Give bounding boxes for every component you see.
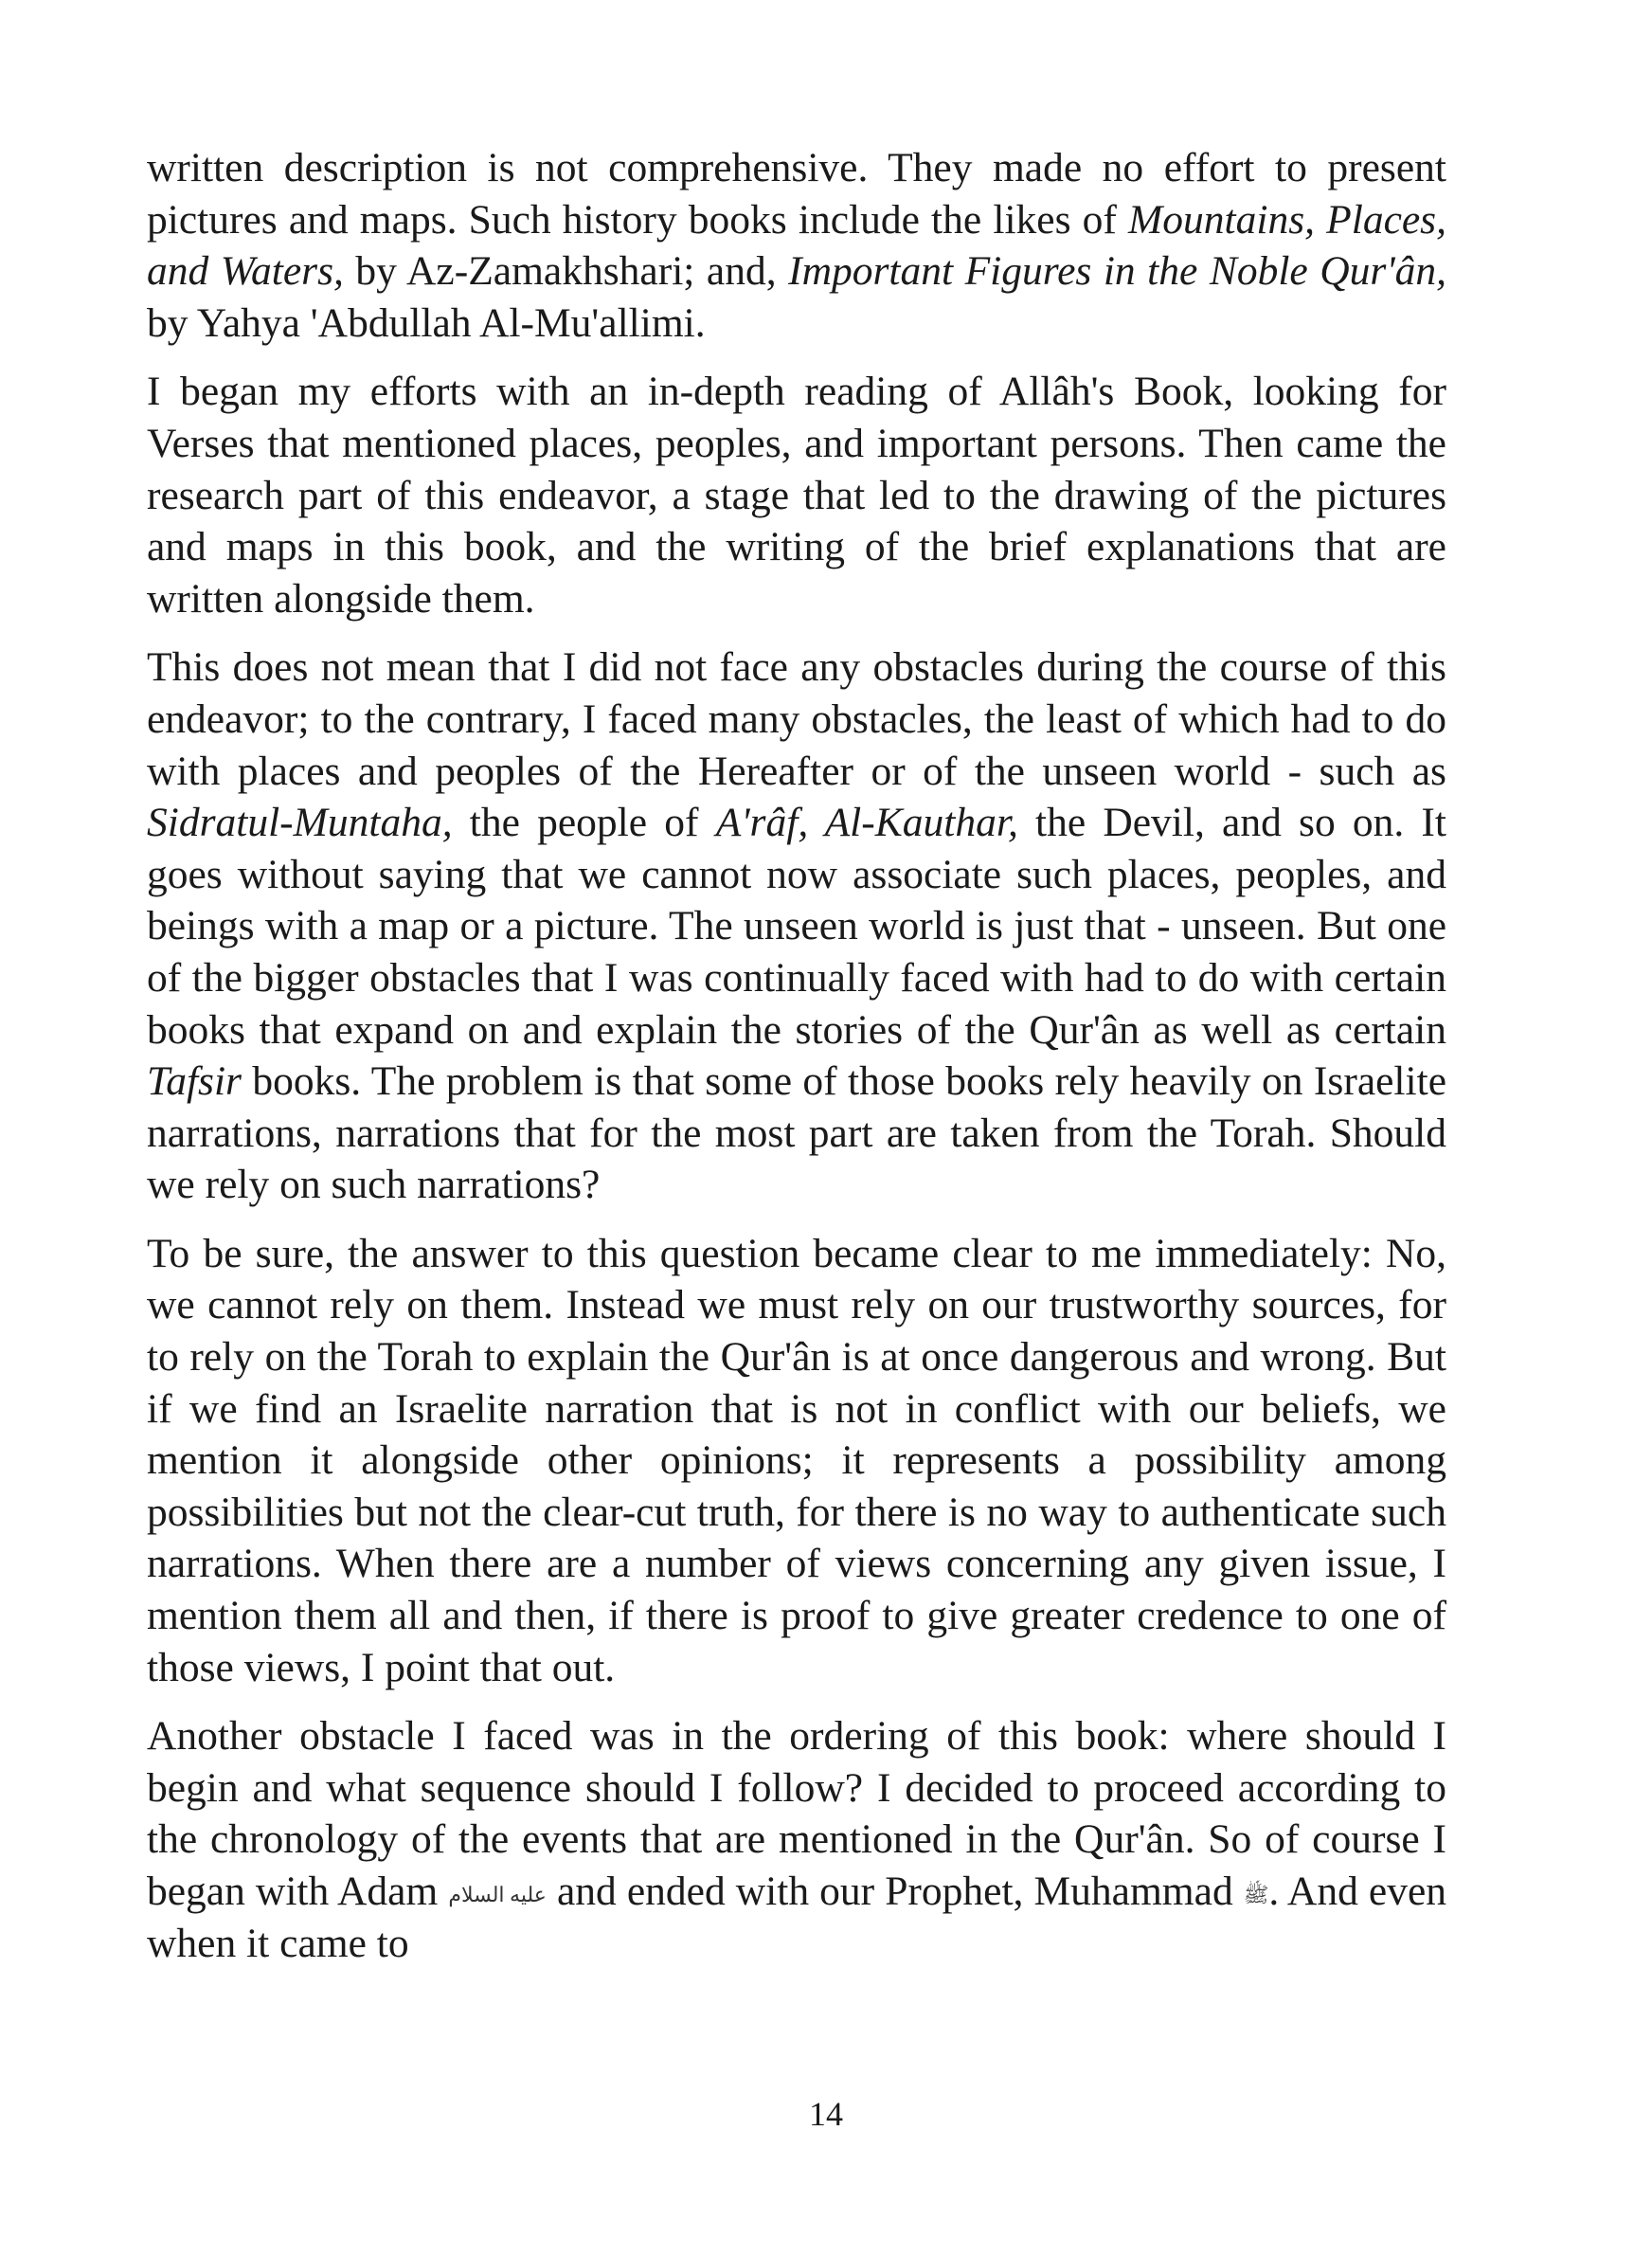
text-segment: To be sure, the answer to this question became clear to me immediately: No, we cannot rely on them. Instead we must rely on our trustworthy sources, for to rely on the Torah to explain the Qur'ân is at once dangerous and wrong. But if we find an Israelite narration that is not in conflict with our beliefs, we mention it alongside other opinions; it represents a possibility among possibilities but not the clear-cut truth, for there is no way to authenticate such narrations. When there are a number of views concerning any given issue, I mention them all and then, if there is proof to give greater credence to one of those views, I point that out. — [147, 1230, 1446, 1690]
text-segment: written description is not comprehensive. They made no effort to present pictures and maps. Such history books include the likes of — [147, 145, 1446, 243]
italic-title: Tafsir — [147, 1058, 242, 1105]
paragraph — [147, 366, 1446, 624]
italic-title: A'râf, Al-Kauthar, — [715, 800, 1018, 846]
page-body — [147, 142, 1446, 1986]
text-segment: the Devil, and so on. It goes without saying that we cannot now associate such places, peoples, and beings with a map or a picture. The unseen world is just that - unseen. But one of the bigger obstacles that I was continually faced with had to do with certain books that expand on and explain the stories of the Qur'ân as well as certain — [147, 800, 1447, 1053]
italic-title: Mountains, Places, and Waters, — [147, 196, 1446, 295]
paragraph — [147, 641, 1446, 1211]
text-segment: This does not mean that I did not face any obstacles during the course of this endeavor; to the contrary, I faced many obstacles, the least of which had to do with places and peoples of the Hereafter or of the unseen world - such as — [147, 644, 1446, 794]
italic-title: Sidratul-Muntaha, — [147, 800, 453, 846]
text-segment: books. The problem is that some of those books rely heavily on Israelite narrations, narrations that for the most part are taken from the Torah. Should we rely on such narrations? — [147, 1058, 1446, 1208]
text-segment: Another obstacle I faced was in the ordering of this book: where should I begin and what sequence should I follow? I decided to proceed according to the chronology of the events that are mentioned in the Qur'ân. So of course I began with Adam — [147, 1713, 1446, 1914]
text-segment: the people of — [452, 800, 716, 846]
paragraph — [147, 1228, 1446, 1693]
honorific-glyph: ﷺ — [1243, 1883, 1269, 1907]
text-segment: by Yahya 'Abdullah Al-Mu'allimi. — [147, 299, 706, 346]
honorific-glyph: عليه السلام — [448, 1883, 547, 1907]
italic-title: Important Figures in the Noble Qur'ân, — [788, 248, 1447, 295]
text-segment: and ended with our Prophet, Muhammad — [546, 1869, 1244, 1914]
text-segment: by Az-Zamakhshari; and, — [343, 248, 789, 295]
text-segment: I began my efforts with an in-depth reading of Allâh's Book, looking for Verses that mentioned places, peoples, and important persons. Then came the research part of this endeavor, a stage that led to the drawing of the pictures and maps in this book, and the writing of the brief explanations that are written alongside them. — [147, 369, 1446, 622]
paragraph — [147, 1710, 1446, 1969]
text-segment: . And even when it came to — [147, 1869, 1447, 1966]
page-number: 14 — [809, 2095, 843, 2133]
paragraph — [147, 142, 1446, 349]
